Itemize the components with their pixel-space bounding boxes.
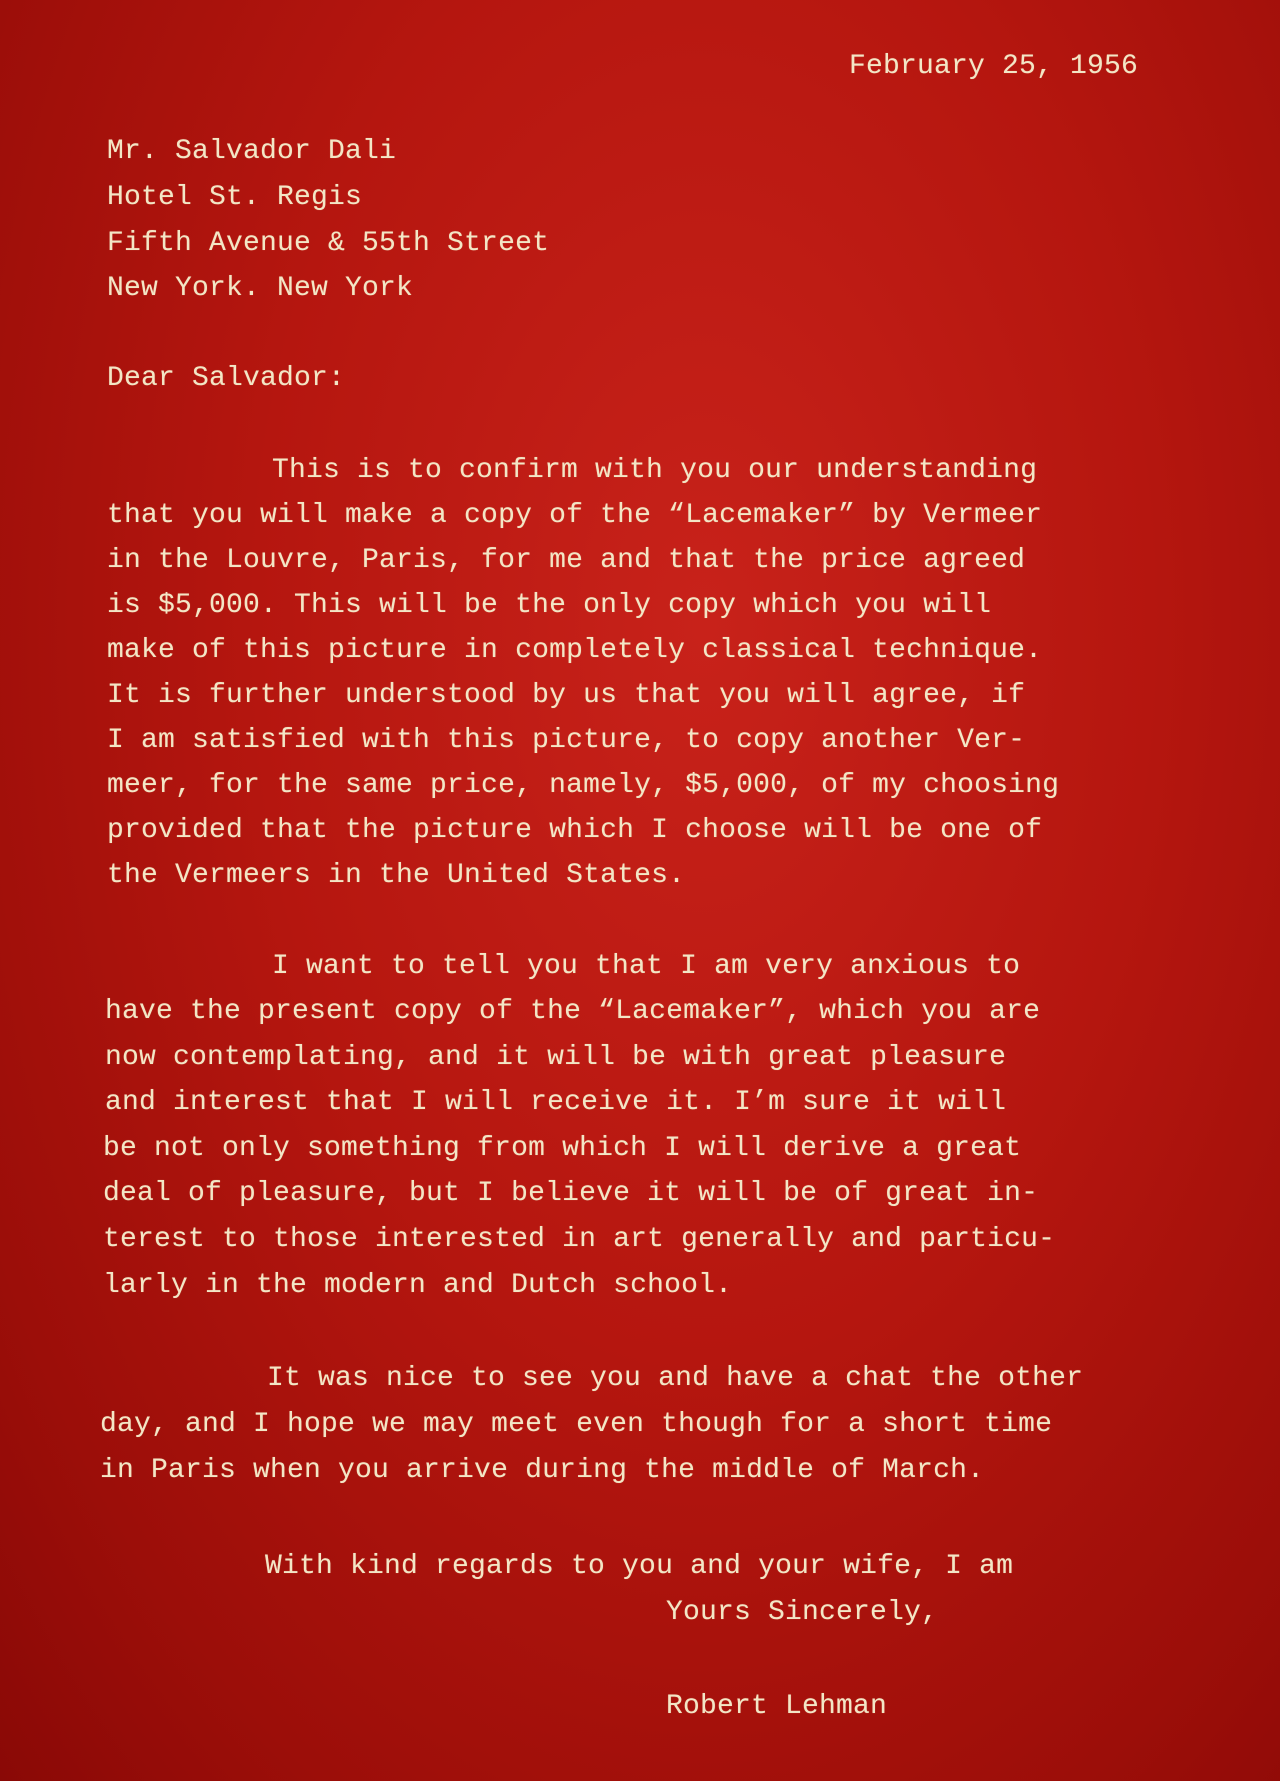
closing-line: With kind regards to you and your wife, I am — [265, 1551, 1014, 1582]
recipient-street: Fifth Avenue & 55th Street — [107, 228, 550, 259]
letter-date: February 25, 1956 — [849, 51, 1139, 82]
paragraph-2-line: larly in the modern and Dutch school. — [103, 1270, 733, 1301]
paragraph-1-line: make of this picture in completely classical technique. — [107, 635, 1043, 666]
paragraph-2-line: have the present copy of the “Lacemaker”, which you are — [105, 996, 1041, 1027]
paragraph-1-line: provided that the picture which I choose will be one of — [107, 815, 1043, 846]
paragraph-1-line: meer, for the same price, namely, $5,000, of my choosing — [107, 770, 1060, 801]
paragraph-2-line: I want to tell you that I am very anxious to — [272, 951, 1021, 982]
paragraph-3-line: It was nice to see you and have a chat the other — [267, 1363, 1084, 1394]
paragraph-3-line: in Paris when you arrive during the middle of March. — [100, 1455, 985, 1486]
paragraph-2-line: be not only something from which I will derive a great — [103, 1133, 1022, 1164]
paragraph-1-line: the Vermeers in the United States. — [107, 860, 686, 891]
paragraph-1-line: This is to confirm with you our understanding — [272, 455, 1038, 486]
paragraph-1-line: is $5,000. This will be the only copy which you will — [107, 590, 992, 621]
paragraph-1-line: It is further understood by us that you will agree, if — [107, 680, 1026, 711]
signature-name: Robert Lehman — [666, 1691, 888, 1722]
paragraph-3-line: day, and I hope we may meet even though for a short time — [100, 1409, 1053, 1440]
paragraph-1-line: I am satisfied with this picture, to copy another Ver- — [107, 725, 1026, 756]
paragraph-2-line: deal of pleasure, but I believe it will be of great in- — [103, 1178, 1039, 1209]
recipient-hotel: Hotel St. Regis — [107, 182, 363, 213]
complimentary-close: Yours Sincerely, — [666, 1597, 939, 1628]
paragraph-1-line: in the Louvre, Paris, for me and that the price agreed — [107, 545, 1026, 576]
paragraph-2-line: terest to those interested in art generally and particu- — [103, 1224, 1056, 1255]
paragraph-1-line: that you will make a copy of the “Lacemaker” by Vermeer — [107, 500, 1043, 531]
salutation: Dear Salvador: — [107, 363, 346, 394]
paragraph-2-line: and interest that I will receive it. I’m sure it will — [105, 1087, 1007, 1118]
paragraph-2-line: now contemplating, and it will be with great pleasure — [105, 1042, 1007, 1073]
recipient-name: Mr. Salvador Dali — [107, 136, 397, 167]
recipient-city: New York. New York — [107, 273, 414, 304]
